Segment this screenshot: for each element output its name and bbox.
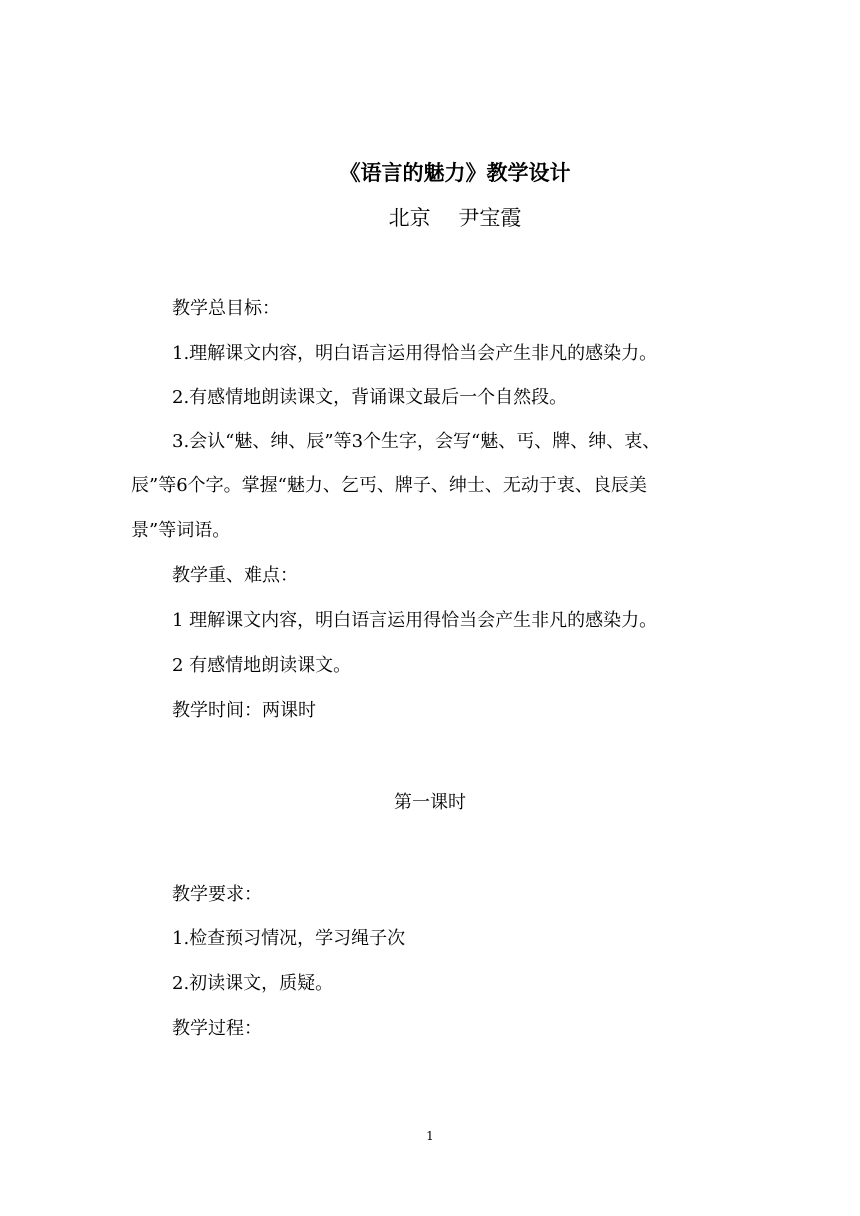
keypoint-item: 1 理解课文内容，明白语言运用得恰当会产生非凡的感染力。 — [172, 610, 658, 631]
keypoint-item: 2 有感情地朗读课文。 — [172, 655, 352, 676]
process-heading: 教学过程： — [172, 1018, 262, 1039]
document-title: 《语言的魅力》教学设计 — [339, 160, 571, 185]
objective-item: 3.会认“魅、绅、辰”等3个生字，会写“魅、丐、牌、绅、衷、 — [172, 431, 661, 452]
objective-item-continuation: 景”等词语。 — [131, 520, 231, 541]
objectives-heading: 教学总目标： — [172, 298, 280, 319]
requirements-heading: 教学要求： — [172, 884, 262, 905]
objective-item: 1.理解课文内容，明白语言运用得恰当会产生非凡的感染力。 — [172, 343, 658, 364]
page-number: 1 — [426, 1129, 434, 1143]
lesson-heading: 第一课时 — [394, 792, 466, 813]
teaching-time: 教学时间：两课时 — [172, 700, 316, 721]
requirement-item: 2.初读课文，质疑。 — [172, 973, 334, 994]
document-author: 北京 尹宝霞 — [388, 206, 522, 230]
keypoints-heading: 教学重、难点： — [172, 565, 298, 586]
objective-item: 2.有感情地朗读课文，背诵课文最后一个自然段。 — [172, 387, 568, 408]
requirement-item: 1.检查预习情况，学习绳子次 — [172, 928, 406, 949]
objective-item-continuation: 辰”等6个字。掌握“魅力、乞丐、牌子、绅士、无动于衷、良辰美 — [131, 475, 647, 496]
